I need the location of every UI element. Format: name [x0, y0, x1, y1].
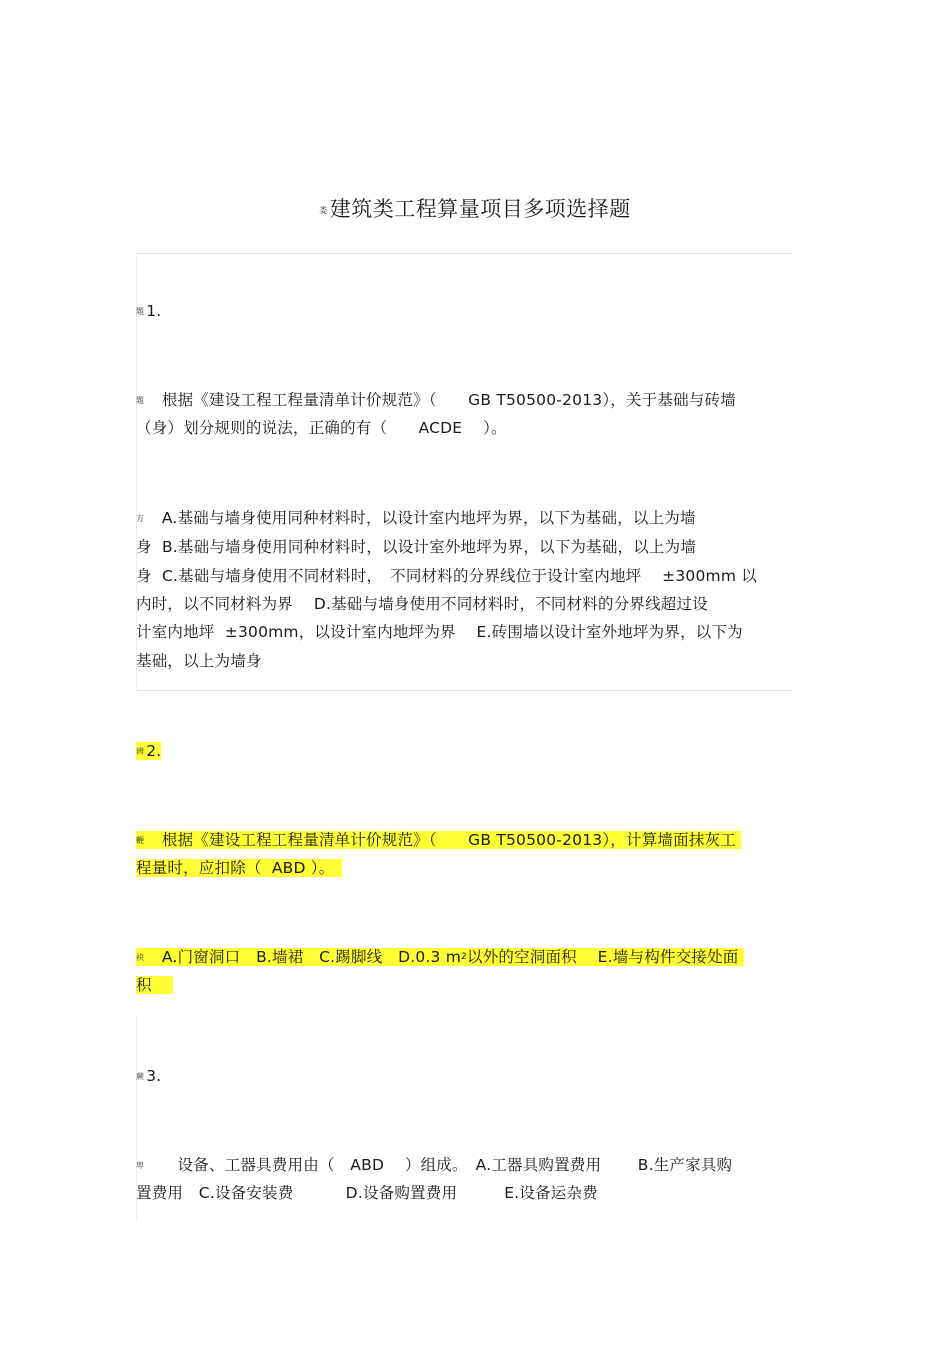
question-1-number: 題 1. [136, 302, 162, 320]
title-text: 建筑类工程算量项目多项选择题 [329, 197, 631, 221]
section-divider [135, 253, 793, 254]
question-2-stem-line-1: 鞭 根据《建设工程工程量清单计价规范》（ GB T50500-2013），计算墙面抹灰工 [136, 830, 741, 851]
question-3-number: 蕨 3. [136, 1067, 162, 1085]
question-1-stem-line-1: 題 根据《建设工程工程量清单计价规范》（ GB T50500-2013），关于基础与砖墙 [136, 391, 736, 409]
question-3-stem-line-1: 卑 设备、工器具费用由（ ABD ）组成。 A.工器具购置费用 B.生产家具购 [136, 1156, 733, 1174]
question-2-option-line-2: 积 [136, 975, 173, 995]
question-2-stem-line-2: 程量时，应扣除（ ABD ）。 [136, 858, 342, 878]
question-1-stem-line-2: （身）划分规则的说法，正确的有（ ACDE ）。 [136, 419, 507, 437]
question-2-number: 辨 2. [136, 742, 162, 760]
section-divider [135, 690, 793, 691]
question-1-option-line-5: 计室内地坪 ±300mm，以设计室内地坪为界 E.砖围墙以设计室外地坪为界，以下为 [136, 623, 743, 641]
title-prefix-mark: 娄 [319, 205, 328, 215]
question-2-option-line-1: 袂 A.门窗洞口 B.墙裙 C.踢脚线 D.0.3 $m^2$以外的空洞面积 E.墙与构件交接处面 [136, 947, 744, 968]
document-title [0, 193, 950, 223]
question-1-option-line-3: 身 C.基础与墙身使用不同材料时， 不同材料的分界线位于设计室内地坪 ±300mm 以 [136, 567, 757, 585]
question-1-option-line-4: 内时，以不同材料为界 D.基础与墙身使用不同材料时，不同材料的分界线超过设 [136, 595, 708, 613]
question-1-option-line-1: 方 A.基础与墙身使用同种材料时，以设计室内地坪为界，以下为基础，以上为墙 [136, 509, 696, 527]
question-1-option-line-6: 基础，以上为墙身 [136, 652, 262, 670]
question-1-option-line-2: 身 B.基础与墙身使用同种材料时，以设计室外地坪为界，以下为基础，以上为墙 [136, 538, 697, 556]
question-3-stem-line-2: 置费用 C.设备安装费 D.设备购置费用 E.设备运杂费 [136, 1184, 598, 1202]
